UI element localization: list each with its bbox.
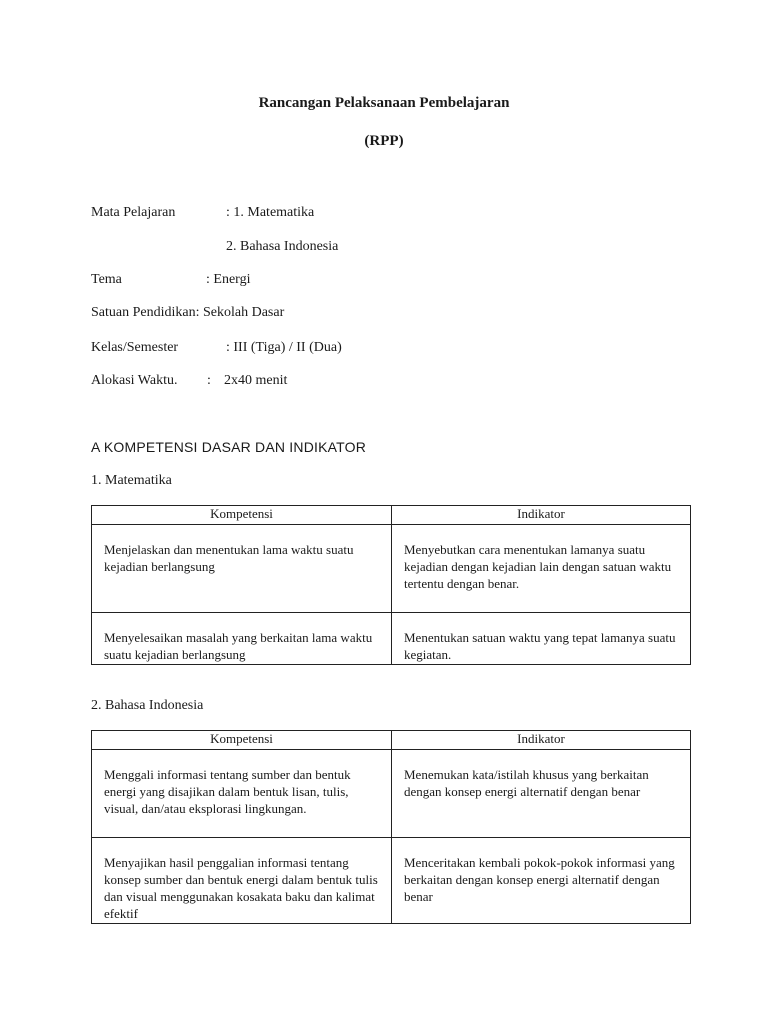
kompetensi-cell: Menyelesaikan masalah yang berkaitan lama waktu suatu kejadian berlangsung [92,613,392,665]
matematika-table [91,505,691,665]
indikator-cell: Menentukan satuan waktu yang tepat lamanya suatu kegiatan. [392,613,691,665]
indikator-cell: Menceritakan kembali pokok-pokok informasi yang berkaitan dengan konsep energi alternatif dengan benar [392,838,691,924]
tema-label: Tema [91,272,122,287]
mapel-label: Mata Pelajaran [91,205,176,220]
indikator-cell: Menyebutkan cara menentukan lamanya suatu kejadian dengan kejadian lain dengan satuan waktu tertentu dengan benar. [392,525,691,613]
kompetensi-cell: Menyajikan hasil penggalian informasi tentang konsep sumber dan bentuk energi dalam bentuk tulis dan visual menggunakan kosakata baku dan kalimat efektif [92,838,392,924]
indikator-cell: Menemukan kata/istilah khusus yang berkaitan dengan konsep energi alternatif dengan benar [392,750,691,838]
table-row [92,525,691,613]
table-header-row [92,506,691,525]
header-indikator: Indikator [392,731,691,750]
kompetensi-cell: Menggali informasi tentang sumber dan bentuk energi yang disajikan dalam bentuk lisan, tulis, visual, dan/atau eksplorasi lingkungan. [92,750,392,838]
table-row [92,750,691,838]
bahasa-indonesia-table [91,730,691,924]
kelas-label: Kelas/Semester [91,340,179,355]
tema-value: : Energi [206,272,251,287]
table-header-row [92,731,691,750]
satuan-line: Satuan Pendidikan: Sekolah Dasar [91,305,285,320]
mapel-value-1: : 1. Matematika [226,205,315,220]
kelas-value: : III (Tiga) / II (Dua) [226,340,342,355]
section-a-heading: A KOMPETENSI DASAR DAN INDIKATOR [91,439,367,455]
alokasi-label: Alokasi Waktu. [91,373,178,388]
table-row [92,838,691,924]
kompetensi-cell: Menjelaskan dan menentukan lama waktu suatu kejadian berlangsung [92,525,392,613]
header-kompetensi: Kompetensi [92,506,392,525]
alokasi-value: 2x40 menit [224,373,288,388]
header-kompetensi: Kompetensi [92,731,392,750]
document-subtitle: (RPP) [364,133,404,149]
bahasa-indonesia-heading: 2. Bahasa Indonesia [91,698,204,713]
header-indikator: Indikator [392,506,691,525]
alokasi-colon: : [207,373,211,388]
table-row [92,613,691,665]
mapel-value-2: 2. Bahasa Indonesia [226,239,339,254]
matematika-heading: 1. Matematika [91,473,172,488]
document-title: Rancangan Pelaksanaan Pembelajaran [258,95,510,111]
